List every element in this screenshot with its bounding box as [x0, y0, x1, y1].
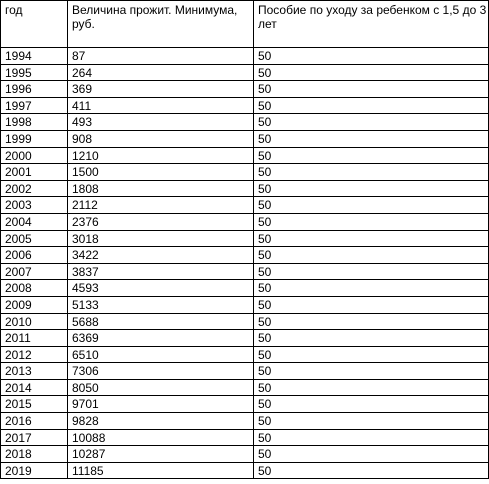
cell-subsistence-minimum: 2376	[68, 213, 254, 230]
cell-childcare-allowance: 50	[254, 396, 489, 413]
header-childcare-allowance: Пособие по уходу за ребенком с 1,5 до 3 лет	[254, 1, 489, 48]
cell-childcare-allowance: 50	[254, 313, 489, 330]
table-row	[1, 230, 489, 247]
table-row	[1, 81, 489, 98]
cell-year: 1997	[1, 97, 68, 114]
cell-year: 2002	[1, 180, 68, 197]
table-row	[1, 462, 489, 479]
cell-year: 1994	[1, 48, 68, 65]
cell-childcare-allowance: 50	[254, 147, 489, 164]
table-row	[1, 263, 489, 280]
cell-year: 2005	[1, 230, 68, 247]
cell-year: 2009	[1, 296, 68, 313]
cell-childcare-allowance: 50	[254, 296, 489, 313]
cell-childcare-allowance: 50	[254, 130, 489, 147]
table-row	[1, 164, 489, 181]
cell-subsistence-minimum: 369	[68, 81, 254, 98]
cell-subsistence-minimum: 1808	[68, 180, 254, 197]
cell-childcare-allowance: 50	[254, 462, 489, 479]
cell-childcare-allowance: 50	[254, 247, 489, 264]
cell-childcare-allowance: 50	[254, 180, 489, 197]
cell-subsistence-minimum: 1210	[68, 147, 254, 164]
cell-year: 2015	[1, 396, 68, 413]
cell-subsistence-minimum: 10287	[68, 446, 254, 463]
table-row	[1, 379, 489, 396]
cell-subsistence-minimum: 1500	[68, 164, 254, 181]
table-row	[1, 180, 489, 197]
cell-childcare-allowance: 50	[254, 97, 489, 114]
cell-subsistence-minimum: 9828	[68, 413, 254, 430]
table-row	[1, 429, 489, 446]
header-subsistence-minimum: Величина прожит. Минимума, руб.	[68, 1, 254, 48]
cell-childcare-allowance: 50	[254, 197, 489, 214]
table-body	[1, 48, 489, 479]
table-row	[1, 97, 489, 114]
cell-year: 2018	[1, 446, 68, 463]
cell-year: 2010	[1, 313, 68, 330]
cell-year: 2013	[1, 363, 68, 380]
table-row	[1, 247, 489, 264]
table-row	[1, 130, 489, 147]
header-year: год	[1, 1, 68, 48]
cell-childcare-allowance: 50	[254, 114, 489, 131]
cell-subsistence-minimum: 264	[68, 64, 254, 81]
table-row	[1, 64, 489, 81]
header-row	[1, 1, 489, 48]
cell-year: 2008	[1, 280, 68, 297]
cell-subsistence-minimum: 6510	[68, 346, 254, 363]
cell-year: 2016	[1, 413, 68, 430]
cell-childcare-allowance: 50	[254, 81, 489, 98]
cell-year: 2001	[1, 164, 68, 181]
cell-subsistence-minimum: 2112	[68, 197, 254, 214]
cell-childcare-allowance: 50	[254, 413, 489, 430]
cell-subsistence-minimum: 8050	[68, 379, 254, 396]
cell-year: 2012	[1, 346, 68, 363]
cell-subsistence-minimum: 4593	[68, 280, 254, 297]
cell-subsistence-minimum: 411	[68, 97, 254, 114]
table-row	[1, 413, 489, 430]
cell-childcare-allowance: 50	[254, 429, 489, 446]
cell-subsistence-minimum: 7306	[68, 363, 254, 380]
cell-childcare-allowance: 50	[254, 48, 489, 65]
cell-subsistence-minimum: 5688	[68, 313, 254, 330]
cell-childcare-allowance: 50	[254, 64, 489, 81]
table-row	[1, 147, 489, 164]
cell-subsistence-minimum: 5133	[68, 296, 254, 313]
cell-year: 1998	[1, 114, 68, 131]
cell-childcare-allowance: 50	[254, 363, 489, 380]
table-row	[1, 197, 489, 214]
cell-childcare-allowance: 50	[254, 164, 489, 181]
cell-subsistence-minimum: 6369	[68, 330, 254, 347]
cell-subsistence-minimum: 908	[68, 130, 254, 147]
table-row	[1, 280, 489, 297]
cell-childcare-allowance: 50	[254, 379, 489, 396]
cell-childcare-allowance: 50	[254, 330, 489, 347]
cell-subsistence-minimum: 3837	[68, 263, 254, 280]
cell-year: 2014	[1, 379, 68, 396]
table-row	[1, 114, 489, 131]
cell-childcare-allowance: 50	[254, 213, 489, 230]
table-row	[1, 446, 489, 463]
table-row	[1, 330, 489, 347]
cell-childcare-allowance: 50	[254, 446, 489, 463]
cell-year: 1995	[1, 64, 68, 81]
cell-subsistence-minimum: 3422	[68, 247, 254, 264]
cell-year: 2006	[1, 247, 68, 264]
cell-year: 2004	[1, 213, 68, 230]
cell-year: 2000	[1, 147, 68, 164]
cell-year: 1996	[1, 81, 68, 98]
cell-childcare-allowance: 50	[254, 230, 489, 247]
table-row	[1, 48, 489, 65]
cell-childcare-allowance: 50	[254, 280, 489, 297]
cell-childcare-allowance: 50	[254, 346, 489, 363]
cell-subsistence-minimum: 10088	[68, 429, 254, 446]
cell-childcare-allowance: 50	[254, 263, 489, 280]
cell-subsistence-minimum: 9701	[68, 396, 254, 413]
cell-subsistence-minimum: 11185	[68, 462, 254, 479]
table-row	[1, 346, 489, 363]
cell-year: 2007	[1, 263, 68, 280]
table-row	[1, 313, 489, 330]
cell-subsistence-minimum: 493	[68, 114, 254, 131]
table-row	[1, 213, 489, 230]
cell-year: 2017	[1, 429, 68, 446]
cell-year: 1999	[1, 130, 68, 147]
table-row	[1, 296, 489, 313]
table-row	[1, 363, 489, 380]
cell-subsistence-minimum: 3018	[68, 230, 254, 247]
cell-year: 2003	[1, 197, 68, 214]
cell-year: 2019	[1, 462, 68, 479]
cell-subsistence-minimum: 87	[68, 48, 254, 65]
cell-year: 2011	[1, 330, 68, 347]
table-row	[1, 396, 489, 413]
